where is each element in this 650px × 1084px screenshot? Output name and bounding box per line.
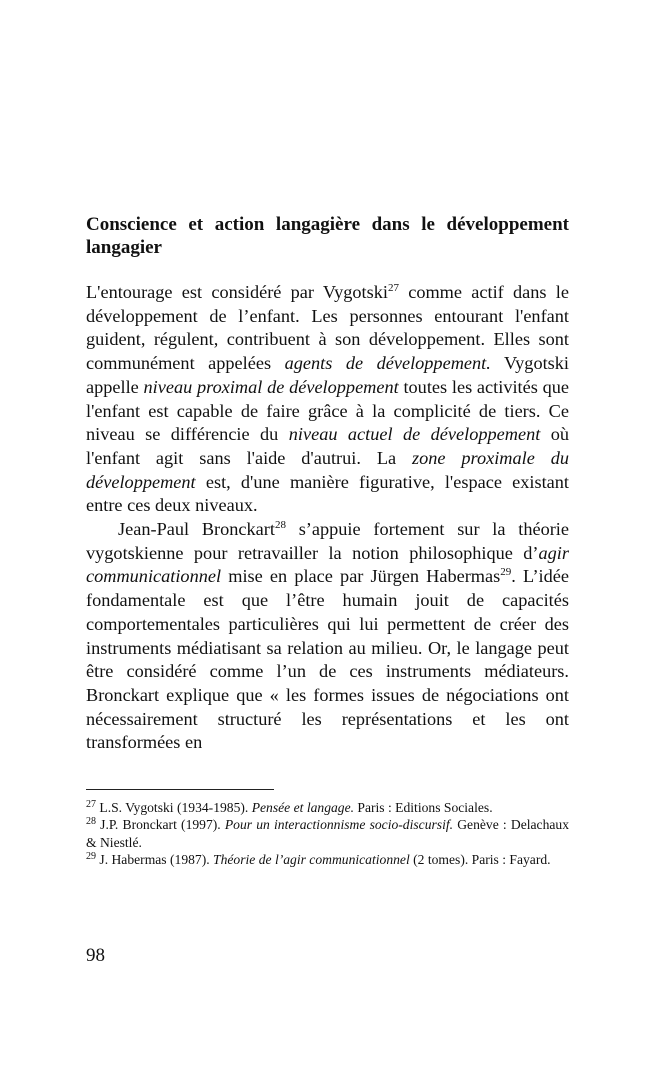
footnote-text: L.S. Vygotski (1934-1985). <box>96 800 252 815</box>
paragraph-vygotski <box>86 281 569 518</box>
footnote-text: Paris : Editions Sociales. <box>354 800 493 815</box>
footnote-27 <box>86 799 569 816</box>
text-run: comme actif dans le développement de l’enfant. Les personnes entourant l'enfant guident, régulent, contribuent à son développement. Elles sont communément appelées <box>86 282 569 374</box>
footnote-ref-27[interactable]: 27 <box>387 282 399 294</box>
emphasis-term: zone proximale du développement <box>86 447 569 492</box>
text-run: Jean-Paul Bronckart <box>118 519 275 540</box>
footnote-title: Pensée et langage. <box>251 800 355 815</box>
footnote-title: Pour un interactionnisme socio-discursif. <box>224 817 454 833</box>
emphasis-term: agir communicationnel <box>86 542 569 587</box>
footnote-title: Théorie de l’agir communicationnel <box>213 851 410 867</box>
footnote-number: 28 <box>86 816 96 828</box>
page-number: 98 <box>86 945 105 966</box>
text-run: Vygotski appelle <box>86 353 569 397</box>
footnote-28 <box>86 816 569 851</box>
footnote-29 <box>86 851 569 868</box>
footnote-number: 27 <box>86 799 96 810</box>
text-run: est, d'une manière figurative, l'espace existant entre ces deux niveaux. <box>86 471 569 516</box>
emphasis-term: agents de développement. <box>284 353 491 374</box>
text-run: . L’idée fondamentale est que l’être humain jouit de capacités comportementales particulières qui lui permettent de créer des instruments médiatisant sa relation au milieu. Or, le langage peut être considéré comme l’un de ces instruments médiateurs. Bronckart explique que « les formes issues de négociations ont nécessairement structuré les représentations et les ont transformées en <box>86 566 570 753</box>
emphasis-term: niveau proximal de développement <box>143 376 399 397</box>
section-heading: Conscience et action langagière dans le développement langagier <box>86 214 569 258</box>
footnote-ref-28[interactable]: 28 <box>274 519 286 532</box>
footnote-text: J. Habermas (1987). <box>96 851 214 867</box>
text-run: L'entourage est considéré par Vygotski <box>86 282 388 302</box>
footnote-text: J.P. Bronckart (1997). <box>96 817 225 833</box>
footnote-number: 29 <box>86 850 96 862</box>
body-text <box>86 281 569 755</box>
footnote-text: Genève : Delachaux & Niestlé. <box>86 817 569 850</box>
text-run: où l'enfant agit sans l'aide d'autrui. La <box>86 424 569 468</box>
book-page <box>86 0 569 1084</box>
text-run: mise en place par Jürgen Habermas <box>221 566 501 587</box>
footnotes <box>86 799 569 868</box>
paragraph-bronckart <box>86 518 569 755</box>
text-run: s’appuie fortement sur la théorie vygotskienne pour retravailler la notion philosophique d’ <box>86 519 569 563</box>
footnote-text: (2 tomes). Paris : Fayard. <box>409 851 551 867</box>
emphasis-term: niveau actuel de développement <box>288 424 541 445</box>
text-run: toutes les activités que l'enfant est capable de faire grâce à la complicité de tiers. Ce niveau se différencie du <box>86 376 569 445</box>
footnote-ref-29[interactable]: 29 <box>500 566 512 579</box>
footnote-divider <box>86 789 274 790</box>
